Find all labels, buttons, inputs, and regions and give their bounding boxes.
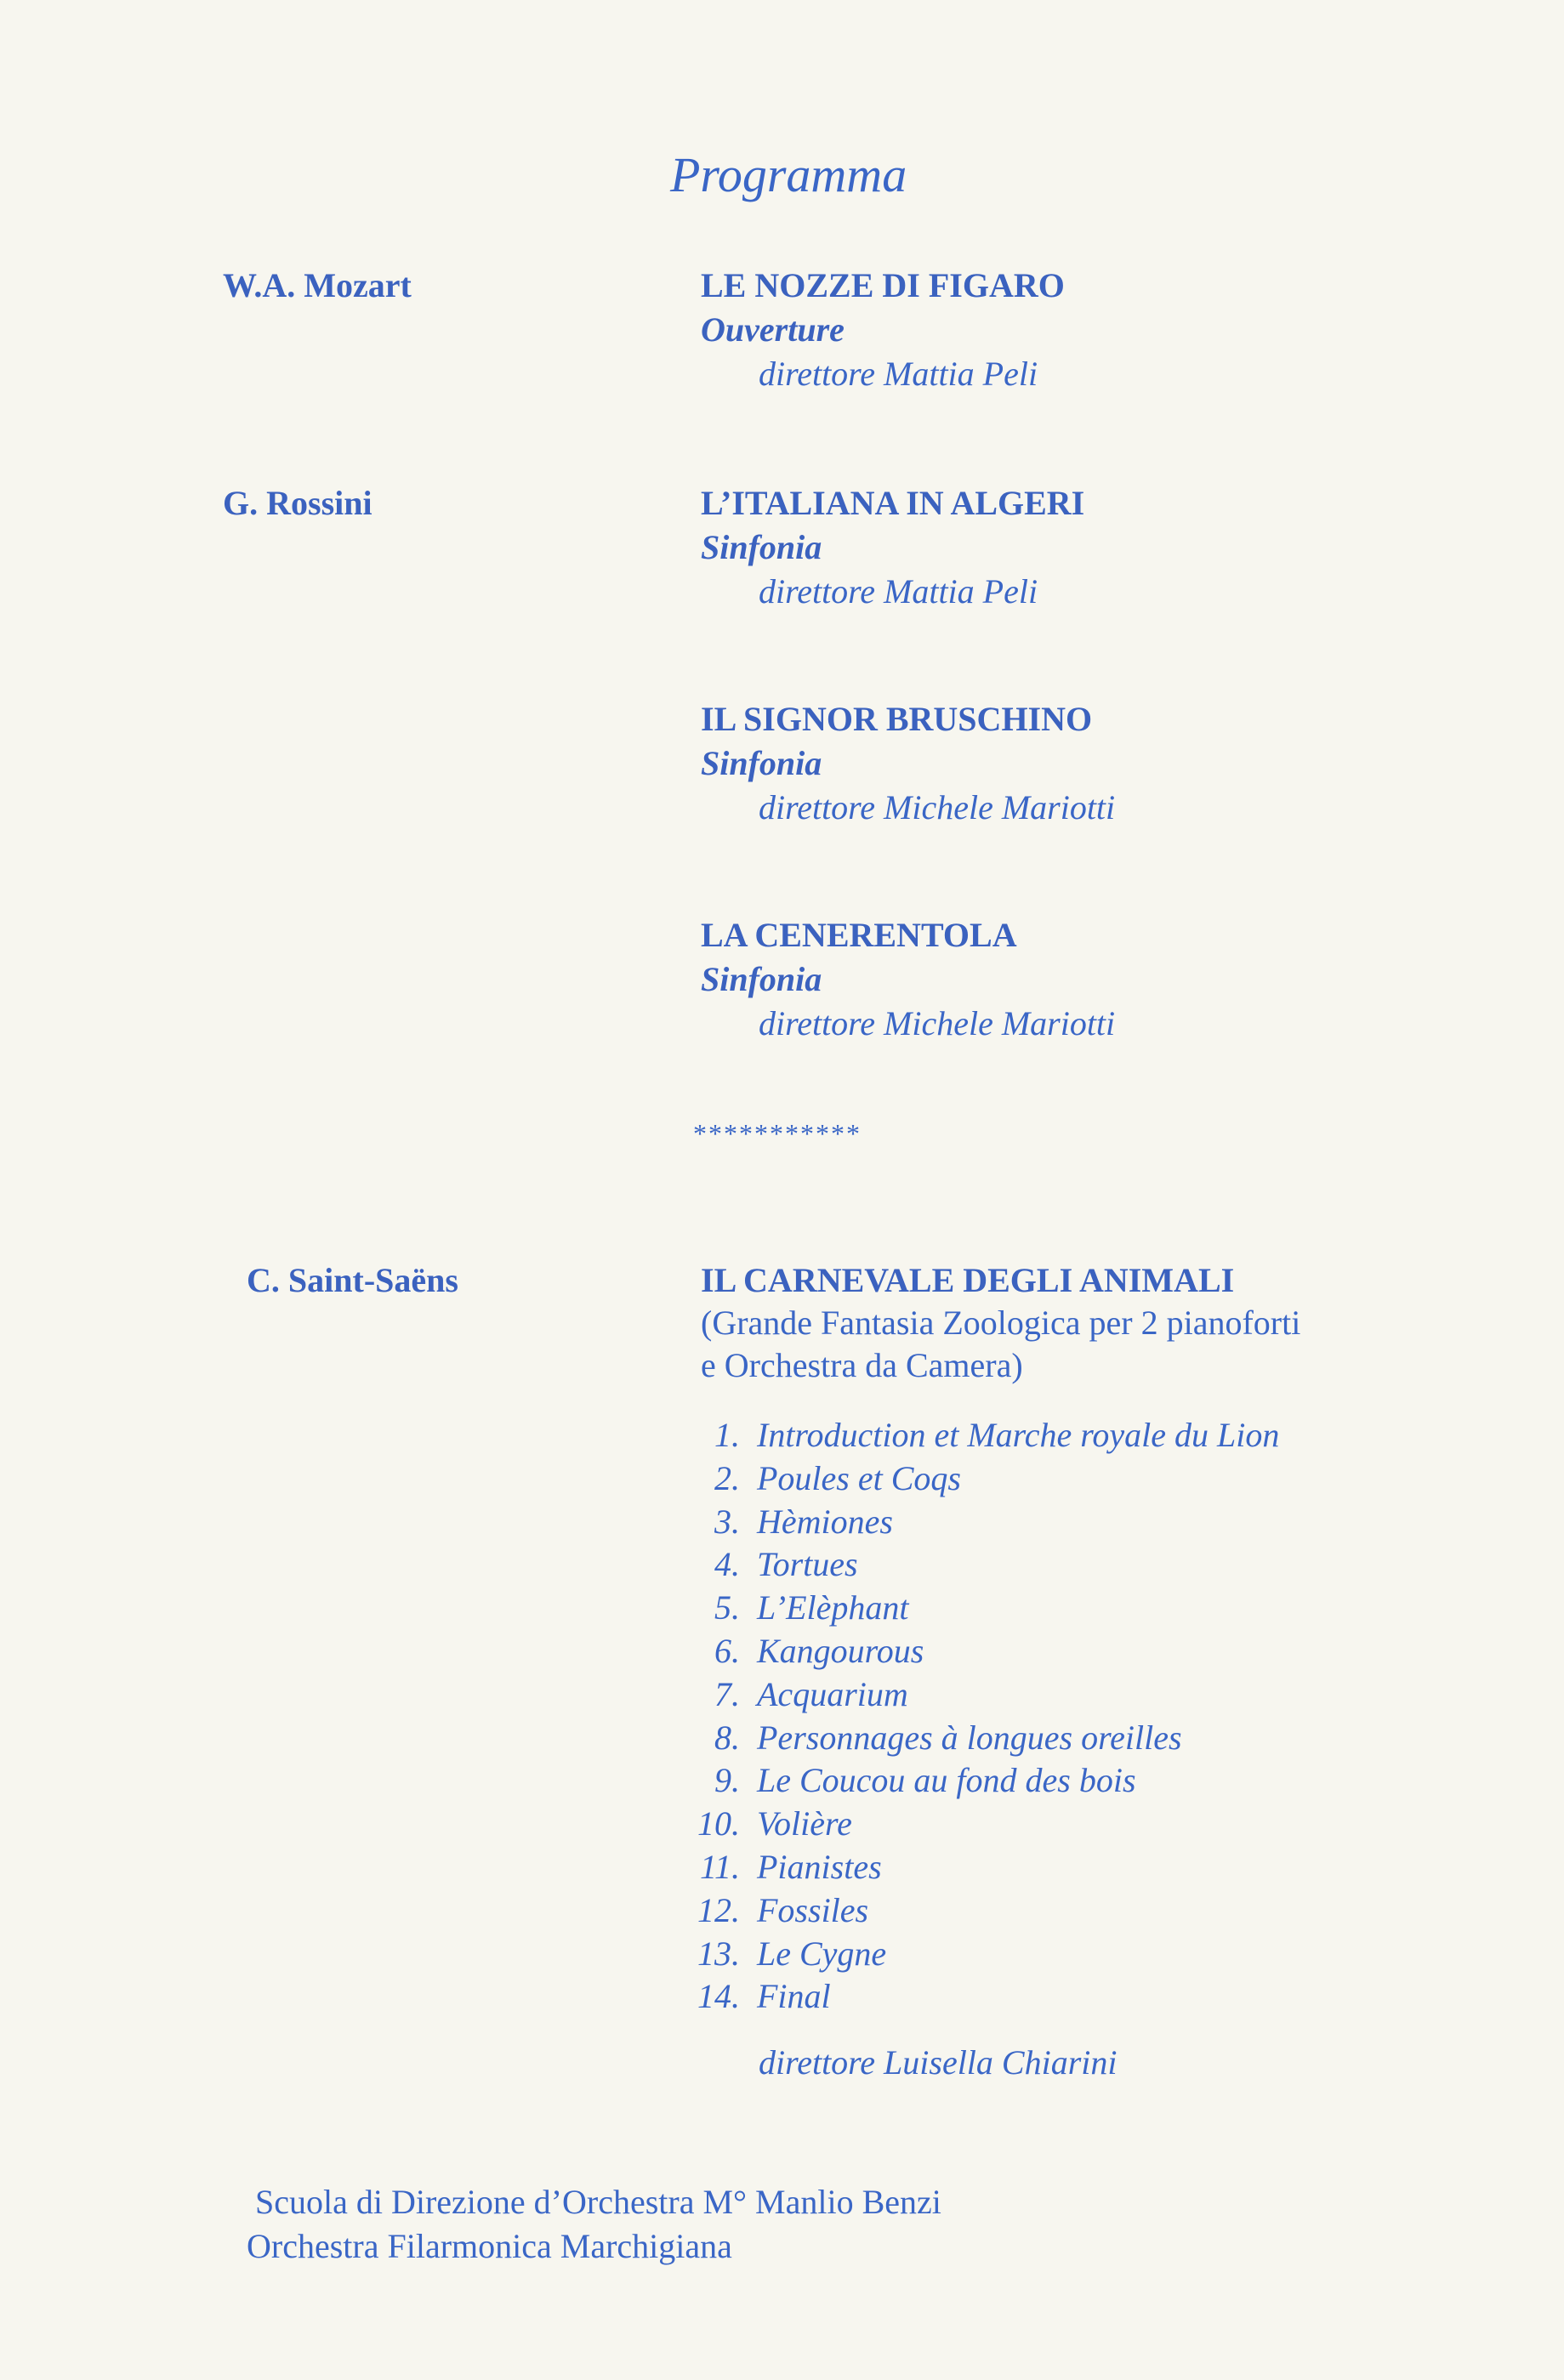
movement-title: Fossiles bbox=[757, 1890, 869, 1929]
movement-title: Le Coucou au fond des bois bbox=[757, 1761, 1136, 1800]
movement-item bbox=[680, 1544, 858, 1584]
work-title: IL CARNEVALE DEGLI ANIMALI bbox=[701, 1261, 1235, 1299]
movement-number: 6. bbox=[714, 1632, 740, 1670]
movement-title: Le Cygne bbox=[757, 1934, 887, 1973]
movement-number: 2. bbox=[714, 1458, 740, 1497]
movement-item bbox=[680, 1718, 1182, 1758]
conductor: direttore Mattia Peli bbox=[759, 355, 1038, 393]
work-subtitle: (Grande Fantasia Zoologica per 2 pianoforti bbox=[701, 1304, 1301, 1342]
movement-item bbox=[680, 1458, 961, 1498]
work-title: LA CENERENTOLA bbox=[701, 916, 1017, 954]
work-title: LE NOZZE DI FIGARO bbox=[701, 266, 1065, 304]
movement-number: 1. bbox=[714, 1416, 740, 1454]
page-title: Programma bbox=[670, 147, 907, 202]
movement-item bbox=[680, 1415, 1279, 1455]
section-separator: *********** bbox=[693, 1118, 862, 1149]
movement-title: Introduction et Marche royale du Lion bbox=[757, 1416, 1280, 1454]
movement-item bbox=[680, 1976, 831, 2016]
movement-title: Kangourous bbox=[757, 1632, 924, 1670]
movement-item bbox=[680, 1502, 893, 1542]
work-title: L’ITALIANA IN ALGERI bbox=[701, 484, 1085, 522]
conductor: direttore Michele Mariotti bbox=[759, 1004, 1116, 1042]
movement-title: Poules et Coqs bbox=[757, 1458, 961, 1497]
movement-number: 10. bbox=[697, 1804, 740, 1843]
movement-number: 14. bbox=[697, 1977, 740, 2016]
movement-item bbox=[680, 1890, 868, 1930]
movement-title: Final bbox=[757, 1977, 831, 2016]
movement-item bbox=[680, 1803, 852, 1843]
movement-item bbox=[680, 1760, 1136, 1800]
movement-number: 7. bbox=[714, 1674, 740, 1713]
work-form: Sinfonia bbox=[701, 960, 822, 998]
movement-title: Acquarium bbox=[757, 1674, 908, 1713]
footer-orchestra: Orchestra Filarmonica Marchigiana bbox=[247, 2227, 732, 2265]
movement-title: L’Elèphant bbox=[757, 1588, 909, 1627]
movement-title: Pianistes bbox=[757, 1848, 882, 1886]
movement-number: 13. bbox=[697, 1934, 740, 1973]
movement-number: 4. bbox=[714, 1545, 740, 1584]
conductor: direttore Luisella Chiarini bbox=[759, 2043, 1118, 2082]
movement-number: 9. bbox=[714, 1761, 740, 1800]
movement-number: 11. bbox=[699, 1848, 740, 1886]
movement-item bbox=[680, 1847, 882, 1887]
movement-number: 5. bbox=[714, 1588, 740, 1627]
work-title: IL SIGNOR BRUSCHINO bbox=[701, 700, 1093, 738]
movement-title: Volière bbox=[757, 1804, 852, 1843]
movement-number: 12. bbox=[697, 1890, 740, 1929]
conductor: direttore Mattia Peli bbox=[759, 572, 1038, 611]
movement-item bbox=[680, 1674, 908, 1714]
movement-item bbox=[680, 1934, 886, 1974]
composer-mozart: W.A. Mozart bbox=[223, 266, 412, 304]
movement-number: 8. bbox=[714, 1718, 740, 1757]
composer-saint-saens: C. Saint-Saëns bbox=[247, 1261, 458, 1299]
work-subtitle: e Orchestra da Camera) bbox=[701, 1346, 1023, 1384]
work-form: Sinfonia bbox=[701, 744, 822, 782]
work-form: Sinfonia bbox=[701, 528, 822, 566]
movement-title: Personnages à longues oreilles bbox=[757, 1718, 1182, 1757]
composer-rossini: G. Rossini bbox=[223, 484, 373, 522]
footer-school: Scuola di Direzione d’Orchestra M° Manlio Benzi bbox=[255, 2183, 941, 2221]
movement-title: Hèmiones bbox=[757, 1502, 893, 1541]
conductor: direttore Michele Mariotti bbox=[759, 788, 1116, 826]
movement-item bbox=[680, 1588, 909, 1627]
movement-title: Tortues bbox=[757, 1545, 858, 1584]
work-form: Ouverture bbox=[701, 310, 845, 349]
movement-item bbox=[680, 1631, 924, 1671]
movement-number: 3. bbox=[714, 1502, 740, 1541]
